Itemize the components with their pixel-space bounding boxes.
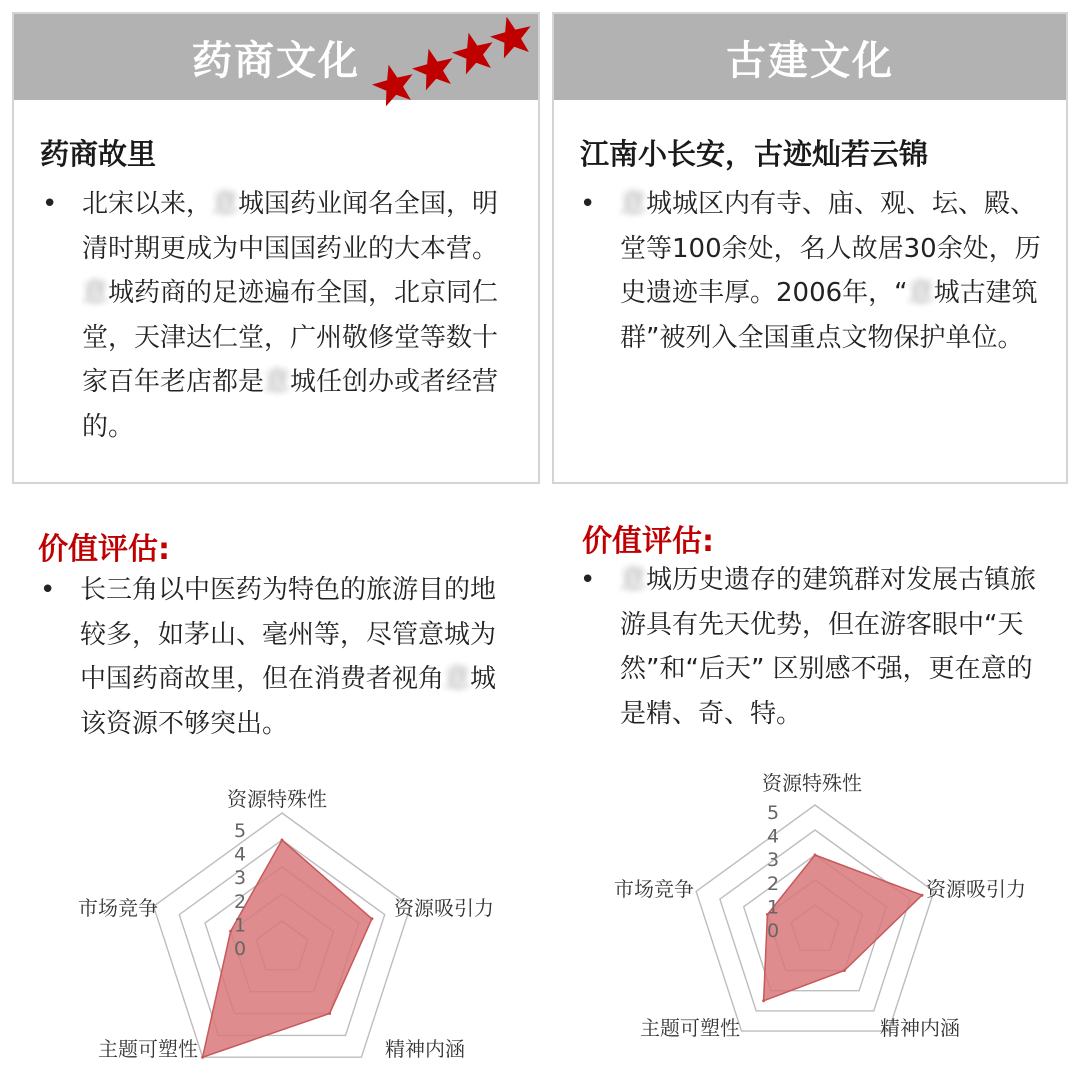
star-icon (452, 33, 493, 75)
value-assessment-text: 长三角以中医药为特色的旅游目的地较多，如茅山、毫州等，尽管意城为中国药商故里，但在消费者视角意城该资源不够突出。 (80, 575, 497, 739)
radar-data-point (814, 854, 817, 857)
blurred-glyph: 意 (82, 278, 109, 308)
card-subtitle: 药商故里 (40, 137, 157, 171)
card-header (554, 14, 1066, 100)
radar-data-point (370, 917, 373, 920)
radar-tick-label: 1 (766, 896, 780, 919)
radar-tick-label: 5 (233, 820, 247, 842)
bullet-dot-icon: • (42, 189, 58, 219)
value-assessment-title: 价值评估: (38, 532, 170, 567)
radar-tick-label: 4 (233, 843, 247, 866)
bullet-dot-icon: • (40, 575, 56, 605)
radar-tick-label: 2 (233, 890, 247, 913)
radar-tick-label: 4 (766, 825, 780, 848)
radar-data-point (762, 999, 765, 1002)
radar-data-area (203, 840, 372, 1057)
radar-axis-label: 资源特殊性 (762, 771, 862, 795)
value-assessment-text: 意城历史遗存的建筑群对发展古镇旅游具有先天优势，但在游客眼中“天然”和“后天” 区别感不强，更在意的是精、奇、特。 (620, 565, 1037, 729)
radar-tick-label: 5 (766, 802, 780, 824)
culture-card-architecture (552, 12, 1068, 484)
radar-tick-label: 0 (233, 938, 247, 960)
radar-tick-label: 3 (233, 867, 247, 890)
radar-data-point (281, 839, 284, 842)
card-title: 古建文化 (726, 37, 894, 84)
radar-data-point (229, 930, 232, 933)
value-assessment-title: 价值评估: (582, 524, 714, 559)
star-icon (372, 65, 413, 107)
card-bullet-text: 北宋以来，意城国药业闻名全国，明清时期更成为中国国药业的大本营。意城药商的足迹遍布全国，北京同仁堂，天津达仁堂，广州敬修堂等数十家百年老店都是意城任创办或者经营的。 (82, 189, 499, 442)
radar-data-point (328, 1012, 331, 1015)
radar-data-point (201, 1056, 204, 1059)
blurred-glyph: 意 (620, 189, 647, 219)
card-bullet (42, 182, 522, 449)
radar-chart-medicine (40, 740, 540, 1080)
radar-axis-label: 资源吸引力 (926, 877, 1026, 901)
radar-axis-label: 资源吸引力 (394, 896, 494, 920)
star-icon (490, 17, 531, 59)
radar-tick-label: 3 (766, 849, 780, 872)
culture-card-medicine (12, 12, 540, 484)
radar-data-point (921, 894, 924, 897)
star-icon (412, 49, 453, 91)
blurred-glyph: 意 (212, 189, 239, 219)
radar-chart-architecture (580, 740, 1060, 1080)
radar-data-area (764, 855, 922, 1001)
card-header (14, 14, 538, 100)
radar-axis-label: 市场竞争 (78, 896, 158, 920)
value-assessment-bullet (580, 558, 1050, 736)
radar-axis-label: 市场竞争 (614, 877, 694, 901)
bullet-dot-icon: • (580, 565, 596, 595)
radar-data-point (843, 969, 846, 972)
bullet-dot-icon: • (580, 189, 596, 219)
radar-tick-label: 0 (766, 920, 780, 942)
radar-tick-label: 1 (233, 914, 247, 937)
radar-axis-label: 资源特殊性 (227, 787, 327, 811)
radar-axis-label: 精神内涵 (880, 1016, 960, 1040)
radar-axis-label: 主题可塑性 (98, 1037, 198, 1061)
blurred-glyph: 意 (907, 278, 934, 308)
blurred-glyph: 意 (264, 367, 291, 397)
radar-axis-label: 主题可塑性 (640, 1016, 740, 1040)
radar-axis-label: 精神内涵 (385, 1037, 465, 1061)
blurred-glyph: 意 (620, 565, 647, 595)
card-bullet-text: 意城城区内有寺、庙、观、坛、殿、堂等100余处，名人故居30余处，历史遗迹丰厚。2006年，“意城古建筑群”被列入全国重点文物保护单位。 (620, 189, 1041, 353)
rating-stars-icon (364, 8, 534, 108)
radar-tick-label: 2 (766, 872, 780, 895)
card-bullet (580, 182, 1050, 360)
value-assessment-bullet (40, 568, 520, 746)
card-title: 药商文化 (192, 37, 360, 84)
card-subtitle: 江南小长安，古迹灿若云锦 (580, 137, 929, 171)
blurred-glyph: 意 (444, 664, 471, 694)
